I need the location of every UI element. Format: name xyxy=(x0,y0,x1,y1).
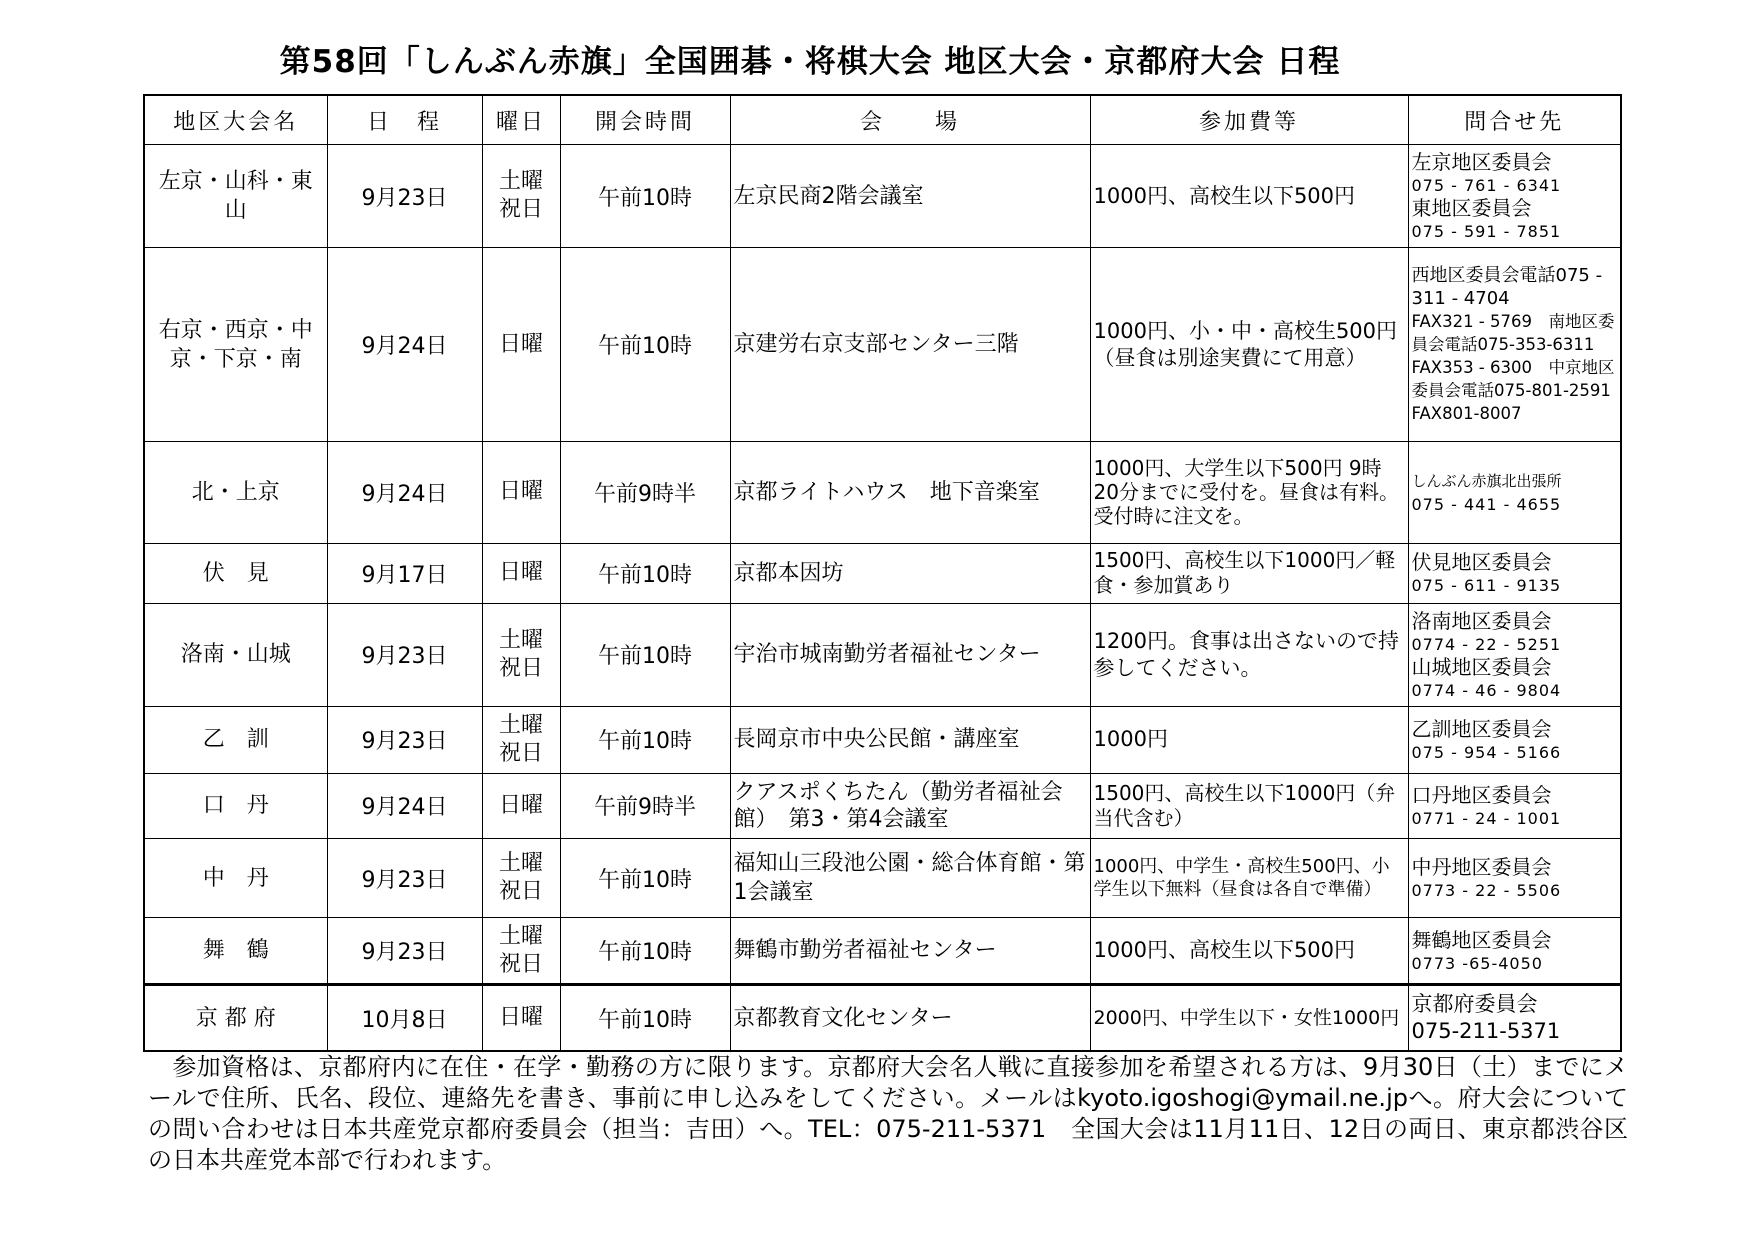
day-line: 土曜 xyxy=(498,169,543,195)
venue: 宇治市城南勤労者福祉センター xyxy=(730,603,1090,706)
start-time: 午前10時 xyxy=(560,248,730,442)
event-day xyxy=(482,441,560,543)
district-name: 口 丹 xyxy=(144,773,327,838)
fee: 2000円、中学生以下・女性1000円 xyxy=(1090,985,1408,1051)
header-name: 地区大会名 xyxy=(144,95,327,145)
venue: 京建労右京支部センター三階 xyxy=(730,248,1090,442)
contact-org: 乙訓地区委員会 xyxy=(1411,716,1552,741)
start-time: 午前10時 xyxy=(560,603,730,706)
notes-paragraph: 参加資格は、京都府内に在住・在学・勤務の方に限ります。京都府大会名人戦に直接参加を希望される方は、9月30日（土）までにメールで住所、氏名、段位、連絡先を書き、事前に申し込みをしてください。メールはkyoto.igoshogi@ymail.ne.jpへ。府大会についての問い合わせは日本共産党京都府委員会（担当：吉田）へ。TEL：075-211-5371 全国大会は11月11日、12日の両日、東京都渋谷区の日本共産党本部で行われます。 xyxy=(148,1053,1628,1174)
contact-org: 舞鶴地区委員会 xyxy=(1411,927,1552,952)
contact xyxy=(1408,918,1621,985)
district-name: 洛南・山城 xyxy=(144,603,327,706)
venue: 左京民商2階会議室 xyxy=(730,145,1090,248)
day-line: 祝日 xyxy=(498,879,543,905)
event-date: 9月24日 xyxy=(327,441,482,543)
event-date: 9月23日 xyxy=(327,838,482,918)
day-line: 祝日 xyxy=(498,740,543,766)
contact xyxy=(1408,145,1621,248)
venue: 京都ライトハウス 地下音楽室 xyxy=(730,441,1090,543)
day-line: 土曜 xyxy=(498,851,543,877)
event-date: 9月23日 xyxy=(327,706,482,773)
district-name: 京 都 府 xyxy=(144,985,327,1051)
day-line: 日曜 xyxy=(498,560,543,586)
contact-line: FAX321 - 5769 南地区委員会電話075-353-6311 FAX353 - 6300 中京地区委員会電話075-801-2591 FAX801-8007 xyxy=(1411,312,1628,424)
contact-tel: 075-211-5371 xyxy=(1411,1019,1561,1044)
schedule-table xyxy=(143,94,1628,1052)
table-row xyxy=(144,773,1621,838)
header-venue: 会 場 xyxy=(730,95,1090,145)
event-date: 9月23日 xyxy=(327,603,482,706)
contact-tel: 0773 - 22 - 5506 xyxy=(1411,881,1562,901)
header-day: 曜日 xyxy=(482,95,560,145)
contact-tel: 0771 - 24 - 1001 xyxy=(1411,808,1562,828)
start-time: 午前10時 xyxy=(560,145,730,248)
venue: 福知山三段池公園・総合体育館・第1会議室 xyxy=(730,838,1090,918)
contact-tel: 075 - 441 - 4655 xyxy=(1411,495,1562,515)
event-date: 9月24日 xyxy=(327,773,482,838)
fee: 1000円、中学生・高校生500円、小学生以下無料（昼食は各自で準備） xyxy=(1090,838,1408,918)
contact-tel: 075 - 591 - 7851 xyxy=(1411,222,1562,242)
contact-org: しんぶん赤旗北出張所 xyxy=(1411,472,1562,491)
day-line: 土曜 xyxy=(498,712,543,738)
event-day xyxy=(482,603,560,706)
table-row xyxy=(144,441,1621,543)
table-row xyxy=(144,543,1621,603)
fee: 1200円。食事は出さないので持参してください。 xyxy=(1090,603,1408,706)
venue: 長岡京市中央公民館・講座室 xyxy=(730,706,1090,773)
start-time: 午前10時 xyxy=(560,706,730,773)
fee: 1000円、大学生以下500円 9時20分までに受付を。昼食は有料。受付時に注文を。 xyxy=(1090,441,1408,543)
contact xyxy=(1408,838,1621,918)
contact-org: 中丹地区委員会 xyxy=(1411,855,1552,880)
day-line: 日曜 xyxy=(498,792,543,818)
event-date: 9月23日 xyxy=(327,918,482,985)
header-contact: 問合せ先 xyxy=(1408,95,1621,145)
fee: 1000円、高校生以下500円 xyxy=(1090,145,1408,248)
header-fee: 参加費等 xyxy=(1090,95,1408,145)
event-date: 10月8日 xyxy=(327,985,482,1051)
district-name: 伏 見 xyxy=(144,543,327,603)
venue: クアスポくちたん（勤労者福祉会館） 第3・第4会議室 xyxy=(730,773,1090,838)
contact-tel: 0774 - 22 - 5251 xyxy=(1411,634,1562,654)
start-time: 午前10時 xyxy=(560,543,730,603)
contact-org: 左京地区委員会 xyxy=(1411,150,1552,175)
contact xyxy=(1408,248,1628,442)
contact-tel: 075 - 954 - 5166 xyxy=(1411,742,1562,762)
contact xyxy=(1408,706,1621,773)
event-day xyxy=(482,985,560,1051)
fee: 1000円 xyxy=(1090,706,1408,773)
contact-org: 京都府委員会 xyxy=(1411,992,1538,1017)
contact-org: 山城地区委員会 xyxy=(1411,654,1552,679)
contact-org: 洛南地区委員会 xyxy=(1411,608,1552,633)
contact xyxy=(1408,441,1621,543)
contact-tel: 075 - 761 - 6341 xyxy=(1411,176,1562,196)
header-date: 日 程 xyxy=(327,95,482,145)
day-line: 祝日 xyxy=(498,951,543,977)
start-time: 午前10時 xyxy=(560,838,730,918)
district-name: 北・上京 xyxy=(144,441,327,543)
fee: 1000円、小・中・高校生500円（昼食は別途実費にて用意） xyxy=(1090,248,1408,442)
event-day xyxy=(482,145,560,248)
fee: 1500円、高校生以下1000円／軽食・参加賞あり xyxy=(1090,543,1408,603)
day-line: 祝日 xyxy=(498,197,543,223)
district-name: 右京・西京・中京・下京・南 xyxy=(144,248,327,442)
start-time: 午前10時 xyxy=(560,985,730,1051)
day-line: 日曜 xyxy=(498,1005,543,1031)
event-date: 9月24日 xyxy=(327,248,482,442)
contact-tel: 0774 - 46 - 9804 xyxy=(1411,680,1562,700)
day-line: 日曜 xyxy=(498,479,543,505)
event-date: 9月17日 xyxy=(327,543,482,603)
contact-tel: 0773 -65-4050 xyxy=(1411,953,1543,973)
table-row xyxy=(144,918,1621,985)
contact xyxy=(1408,773,1621,838)
table-row xyxy=(144,985,1621,1051)
header-time: 開会時間 xyxy=(560,95,730,145)
contact-tel: 075 - 611 - 9135 xyxy=(1411,576,1562,596)
contact-org: 伏見地区委員会 xyxy=(1411,550,1552,575)
contact xyxy=(1408,543,1621,603)
event-date: 9月23日 xyxy=(327,145,482,248)
table-header-row xyxy=(144,95,1621,145)
contact-org: 東地区委員会 xyxy=(1411,196,1532,221)
district-name: 舞 鶴 xyxy=(144,918,327,985)
venue: 京都教育文化センター xyxy=(730,985,1090,1051)
day-line: 土曜 xyxy=(498,627,543,653)
start-time: 午前9時半 xyxy=(560,441,730,543)
event-day xyxy=(482,706,560,773)
event-day xyxy=(482,838,560,918)
fee: 1000円、高校生以下500円 xyxy=(1090,918,1408,985)
day-line: 日曜 xyxy=(498,331,543,357)
district-name: 乙 訓 xyxy=(144,706,327,773)
page-title: 第58回「しんぶん赤旗」全国囲碁・将棋大会 地区大会・京都府大会 日程 xyxy=(279,44,1341,80)
table-row xyxy=(144,248,1621,442)
event-day xyxy=(482,773,560,838)
start-time: 午前10時 xyxy=(560,918,730,985)
table-row xyxy=(144,145,1621,248)
day-line: 祝日 xyxy=(498,655,543,681)
table-row xyxy=(144,706,1621,773)
district-name: 左京・山科・東山 xyxy=(144,145,327,248)
venue: 京都本因坊 xyxy=(730,543,1090,603)
day-line: 土曜 xyxy=(498,923,543,949)
start-time: 午前9時半 xyxy=(560,773,730,838)
table-row xyxy=(144,838,1621,918)
event-day xyxy=(482,918,560,985)
district-name: 中 丹 xyxy=(144,838,327,918)
contact xyxy=(1408,985,1621,1051)
fee: 1500円、高校生以下1000円（弁当代含む） xyxy=(1090,773,1408,838)
table-row xyxy=(144,603,1621,706)
event-day xyxy=(482,248,560,442)
venue: 舞鶴市勤労者福祉センター xyxy=(730,918,1090,985)
event-day xyxy=(482,543,560,603)
contact xyxy=(1408,603,1621,706)
contact-line: 西地区委員会電話075 - 311 - 4704 xyxy=(1411,265,1603,310)
contact-org: 口丹地区委員会 xyxy=(1411,782,1552,807)
